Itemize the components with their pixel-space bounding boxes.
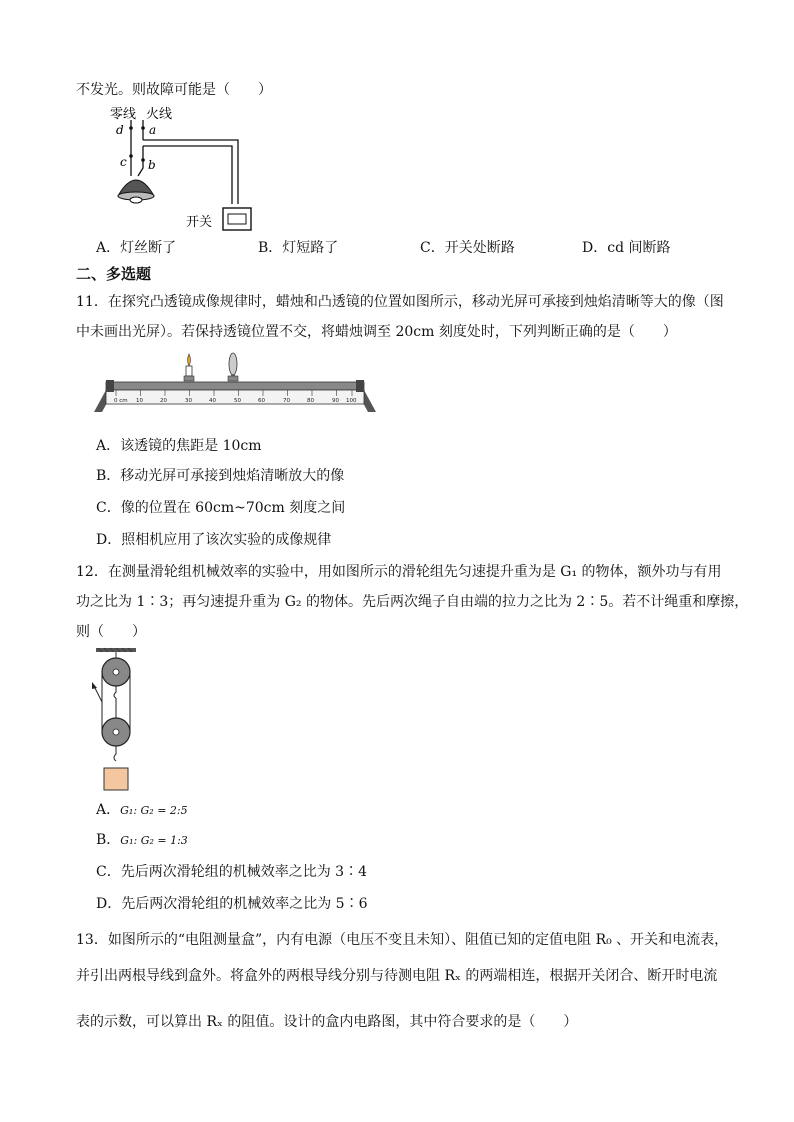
option-text: 先后两次滑轮组的机械效率之比为 5∶6	[121, 896, 368, 912]
option-text: 该透镜的焦距是 10cm	[120, 438, 262, 454]
q10-option-d	[582, 238, 671, 258]
ruler-tick-label: 10	[136, 398, 143, 404]
option-text: 像的位置在 60cm~70cm 刻度之间	[120, 500, 346, 516]
option-letter: B．	[96, 832, 121, 848]
ruler-tick-label: 50	[234, 398, 241, 404]
option-letter: B．	[258, 240, 283, 256]
q11-option-b	[96, 466, 344, 486]
option-text: 移动光屏可承接到烛焰清晰放大的像	[120, 468, 345, 484]
q10-stem-tail: 不发光。则故障可能是（ ）	[76, 82, 272, 98]
option-letter: D．	[96, 896, 122, 912]
option-text: cd 间断路	[607, 240, 671, 256]
q10-option-a	[96, 238, 176, 258]
q12-option-a	[96, 800, 188, 821]
option-letter: D．	[582, 240, 608, 256]
ruler-tick-label: 70	[283, 398, 290, 404]
point-b-label: b	[148, 158, 156, 172]
option-text: 灯短路了	[282, 240, 339, 256]
q10-option-b	[258, 238, 338, 258]
option-letter: A．	[96, 438, 121, 454]
option-text: 照相机应用了该次实验的成像规律	[121, 532, 332, 548]
option-letter: C．	[96, 500, 121, 516]
option-letter: A．	[96, 240, 121, 256]
q11-option-d	[96, 530, 331, 550]
q10-circuit-figure	[110, 104, 260, 236]
option-text: 开关处断路	[444, 240, 515, 256]
ruler-tick-label: 20	[160, 398, 167, 404]
q12-stem-line1: 12．在测量滑轮组机械效率的实验中，用如图所示的滑轮组先匀速提升重为是 G₁ 的物体，额外功与有用	[76, 564, 722, 580]
q12-stem-line3: 则（ ）	[76, 624, 146, 640]
candle-icon	[184, 354, 194, 381]
q11-stem-line2: 中未画出光屏）。若保持透镜位置不交，将蜡烛调至 20cm 刻度处时，下列判断正确的是（ ）	[76, 324, 677, 340]
q13-stem-line2: 并引出两根导线到盒外。将盒外的两根导线分别与待测电阻 Rₓ 的两端相连，根据开关闭合、断开时电流	[76, 968, 718, 984]
section-heading: 二、多选题	[76, 265, 152, 283]
convex-lens-icon	[228, 353, 238, 381]
q10-option-c	[420, 238, 515, 258]
q11-stem-line1: 11．在探究凸透镜成像规律时，蜡烛和凸透镜的位置如图所示，移动光屏可承接到烛焰清晰等大的像（图	[76, 294, 724, 310]
ruler-tick-label: 100	[346, 398, 357, 404]
ruler-tick-label: 80	[307, 398, 314, 404]
q12-stem-line2: 功之比为 1∶3；再匀速提升重为 G₂ 的物体。先后两次绳子自由端的拉力之比为 2∶5。若不计绳重和摩擦，	[76, 594, 749, 610]
q11-option-c	[96, 498, 345, 518]
ruler-tick-label: 60	[258, 398, 265, 404]
optical-bench-figure	[94, 352, 376, 416]
zero-line-label: 零线	[110, 107, 137, 122]
q12-option-c	[96, 862, 367, 882]
point-d-label: d	[116, 123, 124, 137]
ruler-tick-label: 0 cm	[114, 398, 128, 404]
option-letter: C．	[420, 240, 445, 256]
option-letter: C．	[96, 864, 121, 880]
ruler-tick-label: 90	[332, 398, 339, 404]
point-a-label: a	[149, 123, 157, 137]
q12-option-d	[96, 894, 368, 914]
q12-option-b	[96, 830, 188, 851]
q13-stem-line3: 表的示数，可以算出 Rₓ 的阻值。设计的盒内电路图，其中符合要求的是（ ）	[76, 1014, 578, 1030]
q13-stem-line1: 13．如图所示的“电阻测量盒”，内有电源（电压不变且未知）、阻值已知的定值电阻 R₀ 、开关和电流表，	[76, 932, 729, 948]
option-letter: A．	[96, 802, 121, 818]
point-c-label: c	[120, 155, 127, 169]
option-text: 灯丝断了	[120, 240, 177, 256]
live-line-label: 火线	[146, 107, 173, 122]
option-text: G₁: G₂ = 2:5	[120, 804, 188, 817]
option-text: 先后两次滑轮组的机械效率之比为 3∶4	[120, 864, 367, 880]
option-letter: B．	[96, 468, 121, 484]
switch-label: 开关	[186, 215, 213, 230]
option-letter: D．	[96, 532, 122, 548]
pulley-system-figure	[88, 646, 144, 792]
q11-option-a	[96, 436, 262, 456]
ruler-tick-label: 40	[209, 398, 216, 404]
ruler-tick-label: 30	[185, 398, 192, 404]
option-text: G₁: G₂ = 1:3	[120, 834, 188, 847]
